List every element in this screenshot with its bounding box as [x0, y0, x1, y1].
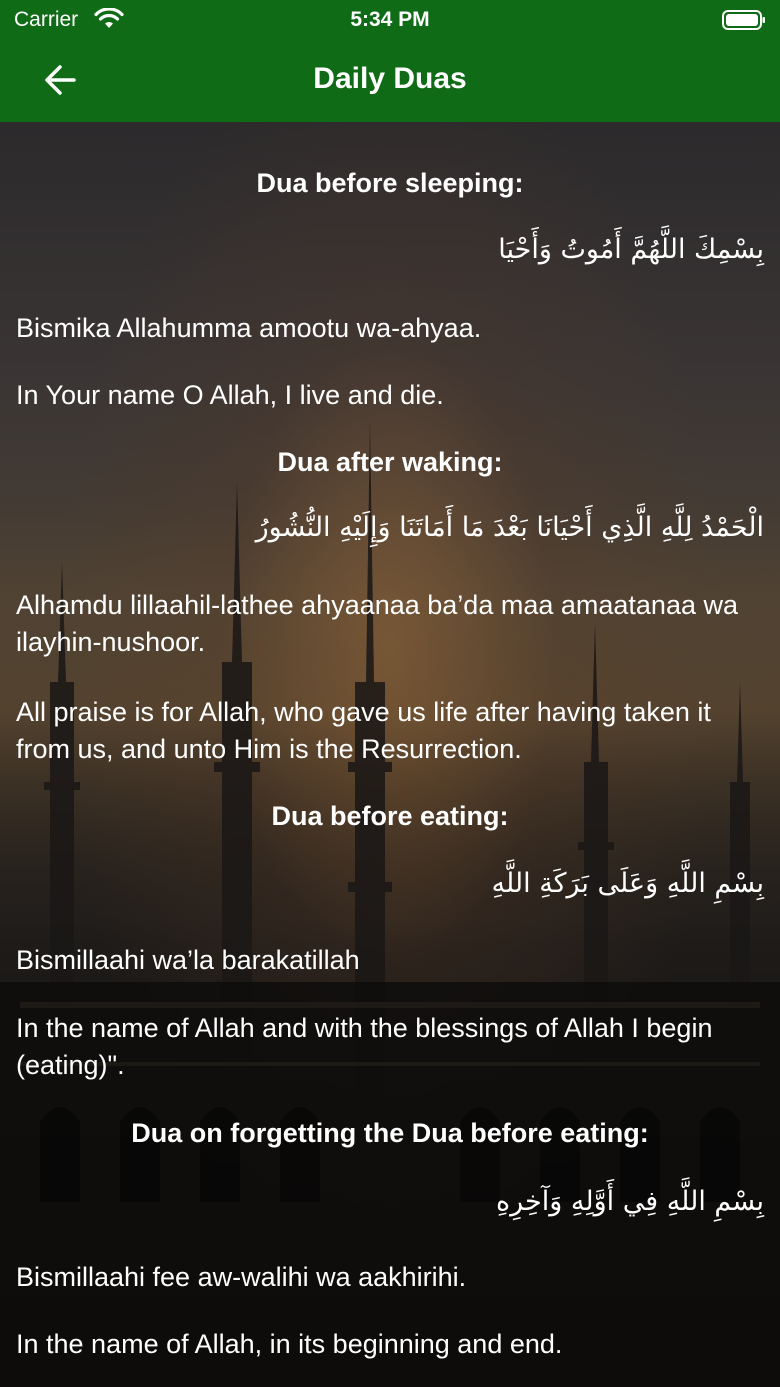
dua-arabic: بِسْمِ اللَّهِ وَعَلَى بَرَكَةِ اللَّهِ [491, 868, 764, 899]
dua-arabic: بِسْمِ اللَّهِ فِي أَوَّلِهِ وَآخِرِهِ [496, 1186, 764, 1217]
carrier-label: Carrier [14, 8, 79, 31]
dua-arabic: بِسْمِكَ اللَّهُمَّ أَمُوتُ وَأَحْيَا [498, 234, 764, 265]
dua-title: Dua on forgetting the Dua before eating: [131, 1118, 649, 1148]
dua-translation: In the name of Allah and with the blessings of Allah I begin (eating)". [16, 1013, 713, 1080]
dua-title: Dua before eating: [271, 801, 509, 831]
duas-content[interactable] [0, 122, 780, 1387]
dua-title: Dua before sleeping: [256, 168, 524, 198]
duas-list [0, 122, 780, 1387]
dua-title: Dua after waking: [277, 447, 503, 477]
dua-transliteration: Bismika Allahumma amootu wa-ahyaa. [16, 313, 482, 343]
dua-transliteration: Bismillaahi fee aw-walihi wa aakhirihi. [16, 1262, 467, 1292]
page-title: Daily Duas [313, 62, 467, 95]
status-bar [0, 0, 780, 40]
dua-translation: All praise is for Allah, who gave us life after having taken it from us, and unto Him is the Resurrection. [16, 697, 711, 764]
dua-translation: In the name of Allah, in its beginning and end. [16, 1329, 563, 1359]
dua-transliteration: Bismillaahi wa’la barakatillah [16, 945, 360, 975]
dua-translation: In Your name O Allah, I live and die. [16, 380, 444, 410]
navigation-bar [0, 40, 780, 122]
dua-arabic: الْحَمْدُ لِلَّهِ الَّذِي أَحْيَانَا بَعْدَ مَا أَمَاتَنَا وَإِلَيْهِ النُّشُورُ [255, 512, 764, 543]
dua-transliteration: Alhamdu lillaahil-lathee ahyaanaa ba’da maa amaatanaa wa ilayhin-nushoor. [16, 590, 738, 657]
status-time: 5:34 PM [350, 8, 430, 31]
battery-icon [722, 10, 766, 35]
